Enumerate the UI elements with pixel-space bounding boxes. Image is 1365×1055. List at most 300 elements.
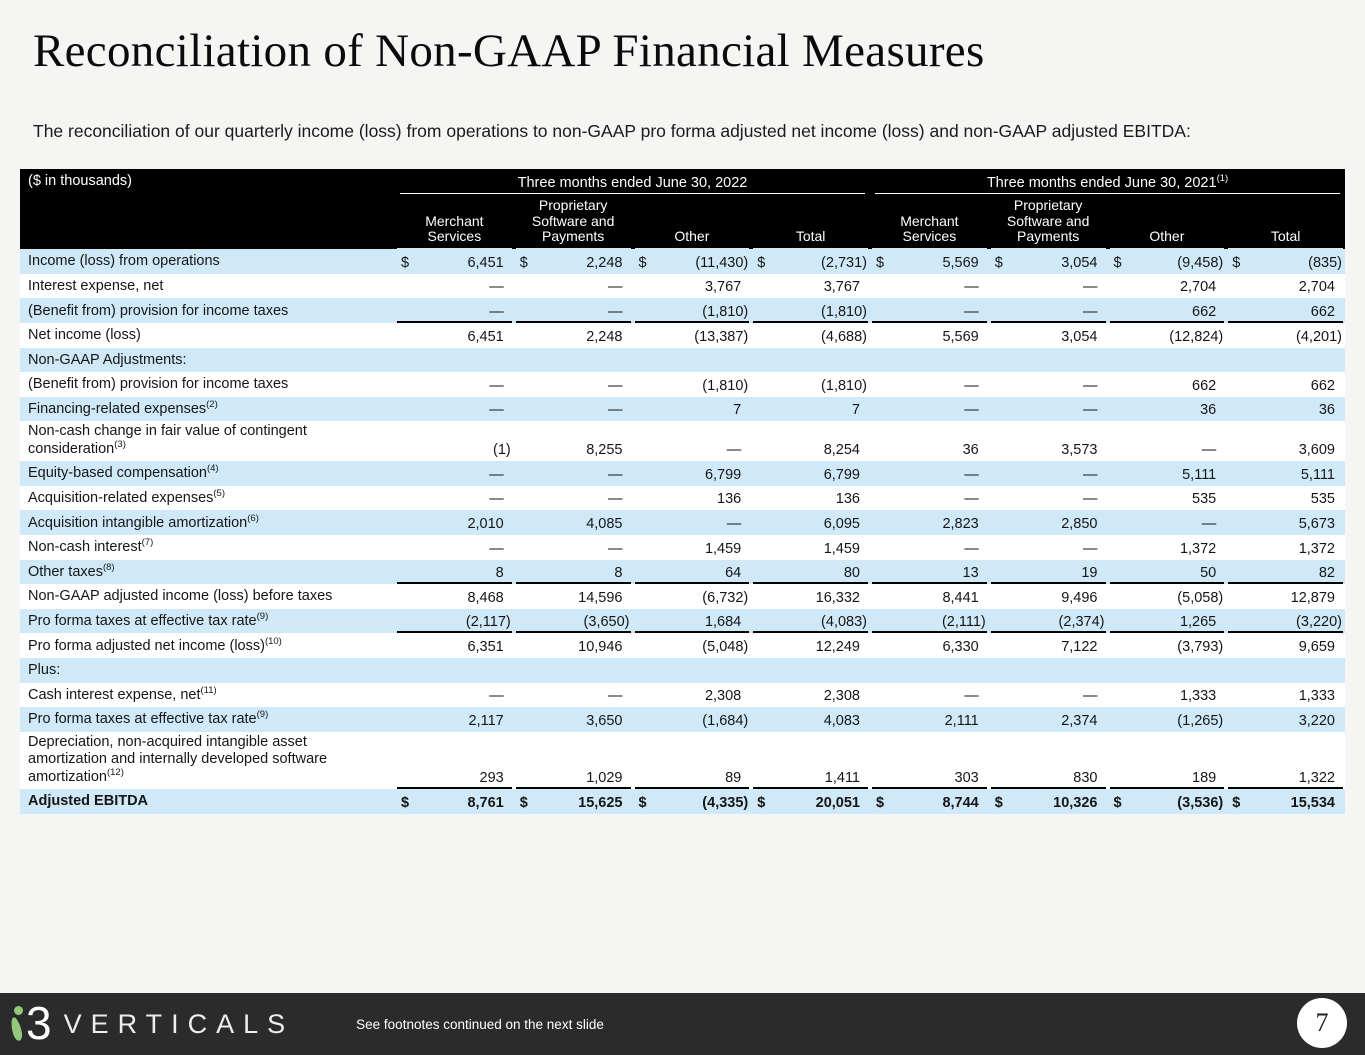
row-label: Income (loss) from operations — [28, 253, 220, 270]
cell-value: 13 — [962, 565, 979, 582]
cell-value: 1,322 — [1298, 769, 1335, 786]
cell-value: 2,111 — [944, 712, 979, 729]
table-header — [20, 169, 1345, 249]
table-row — [20, 461, 1345, 486]
cell-value: 8,441 — [942, 589, 979, 606]
value-cell — [397, 560, 512, 585]
value-cell — [872, 658, 987, 683]
cell-value: — — [726, 442, 742, 459]
row-label: Pro forma taxes at effective tax rate$^{(9)}$ — [28, 611, 269, 629]
cell-value: 3,573 — [1061, 442, 1098, 459]
cell-value: 662 — [1310, 377, 1335, 394]
row-label: (Benefit from) provision for income taxes — [28, 302, 289, 319]
cell-value: 2,308 — [704, 688, 742, 705]
cell-value: — — [1201, 515, 1217, 532]
value-cell — [753, 323, 868, 348]
value-cell — [1228, 609, 1343, 634]
cell-value: — — [608, 304, 623, 321]
cell-value: 3,054 — [1061, 328, 1098, 345]
value-cell — [872, 397, 987, 422]
cell-value: 6,095 — [823, 515, 860, 532]
value-cell — [397, 249, 512, 274]
cell-value: 6,451 — [467, 254, 504, 271]
cell-value: 136 — [717, 491, 742, 508]
value-cell — [516, 732, 631, 789]
value-cell — [516, 397, 631, 422]
row-label: Interest expense, net — [28, 278, 164, 295]
row-label: Plus: — [28, 662, 61, 679]
value-cell — [1228, 560, 1343, 585]
value-cell — [872, 274, 987, 299]
currency-symbol: $ — [994, 794, 1003, 811]
value-cell — [516, 298, 631, 323]
period-header: Three months ended June 30, 2022 — [400, 175, 865, 194]
value-cell — [1228, 510, 1343, 535]
value-cell — [397, 683, 512, 708]
column-header: Proprietary Software and Payments — [516, 198, 631, 249]
cell-value: — — [1083, 304, 1098, 321]
value-cell — [1228, 486, 1343, 511]
column-header: Merchant Services — [872, 214, 987, 250]
value-cell — [397, 397, 512, 422]
currency-symbol: $ — [401, 254, 410, 271]
cell-value: 303 — [954, 769, 979, 786]
value-cell — [872, 683, 987, 708]
value-cell — [516, 274, 631, 299]
value-cell — [1228, 732, 1343, 789]
value-cell — [753, 348, 868, 373]
cell-value: (6,732) — [702, 589, 749, 606]
value-cell — [991, 584, 1106, 609]
value-cell — [991, 397, 1106, 422]
cell-value: 8 — [495, 565, 504, 582]
cell-value: 535 — [1310, 491, 1335, 508]
page-number-badge: 7 — [1297, 998, 1347, 1048]
value-cell — [872, 633, 987, 658]
logo-numeral: 3 — [26, 997, 52, 1050]
cell-value: (1,684) — [702, 712, 749, 729]
value-cell — [635, 683, 750, 708]
value-cell — [635, 323, 750, 348]
value-cell — [635, 461, 750, 486]
currency-symbol: $ — [519, 794, 528, 811]
cell-value: — — [608, 491, 623, 508]
value-cell — [635, 535, 750, 560]
value-cell — [635, 584, 750, 609]
cell-value: (2,117) — [465, 614, 511, 631]
cell-value: (9,458) — [1177, 254, 1224, 271]
page-title: Reconciliation of Non-GAAP Financial Measures — [33, 25, 985, 77]
footer-note: See footnotes continued on the next slide — [356, 1016, 604, 1032]
value-cell — [991, 707, 1106, 732]
value-cell — [635, 421, 750, 461]
period-header: Three months ended June 30, 2021$^{(1)}$ — [875, 175, 1340, 194]
value-cell — [991, 461, 1106, 486]
cell-value: — — [1083, 491, 1098, 508]
cell-value: 6,799 — [704, 466, 742, 483]
value-cell — [1110, 298, 1225, 323]
currency-symbol: $ — [757, 254, 766, 271]
value-cell — [753, 633, 868, 658]
value-cell — [1228, 372, 1343, 397]
value-cell — [635, 372, 750, 397]
currency-symbol: $ — [1113, 794, 1122, 811]
cell-value: (2,731) — [821, 254, 867, 271]
value-cell — [635, 707, 750, 732]
value-cell — [1110, 789, 1225, 814]
cell-value: 16,332 — [815, 589, 860, 606]
row-label: Cash interest expense, net$^{(11)}$ — [28, 684, 217, 703]
column-header: Proprietary Software and Payments — [991, 198, 1106, 249]
value-cell — [1228, 397, 1343, 422]
cell-value: 2,374 — [1061, 712, 1098, 729]
value-cell — [753, 683, 868, 708]
cell-value: 12,879 — [1290, 589, 1335, 606]
table-row — [20, 789, 1345, 814]
cell-value: 3,220 — [1298, 712, 1335, 729]
value-cell — [1110, 658, 1225, 683]
cell-value: — — [489, 304, 504, 321]
value-cell — [1110, 372, 1225, 397]
table-row — [20, 584, 1345, 609]
value-cell — [397, 421, 512, 461]
cell-value: 3,650 — [586, 712, 623, 729]
column-header: Total — [753, 229, 868, 249]
currency-symbol: $ — [757, 794, 766, 811]
value-cell — [516, 421, 631, 461]
cell-value: 3,054 — [1061, 254, 1098, 271]
cell-value: (2,111) — [941, 614, 986, 631]
value-cell — [397, 732, 512, 789]
cell-value: 6,351 — [467, 638, 504, 655]
value-cell — [635, 789, 750, 814]
column-header-row — [20, 194, 1345, 249]
cell-value: 36 — [1200, 402, 1217, 419]
cell-value: 662 — [1192, 304, 1217, 321]
cell-value: — — [489, 402, 504, 419]
cell-value: — — [1083, 279, 1098, 296]
value-cell — [991, 609, 1106, 634]
value-cell — [872, 707, 987, 732]
cell-value: (4,335) — [702, 794, 749, 811]
value-cell — [872, 732, 987, 789]
cell-value: (12,824) — [1169, 328, 1224, 345]
cell-value: — — [964, 688, 979, 705]
cell-value: 1,372 — [1298, 540, 1335, 557]
cell-value: 5,111 — [1300, 466, 1335, 483]
value-cell — [397, 486, 512, 511]
cell-value: 19 — [1081, 565, 1098, 582]
cell-value: — — [489, 466, 504, 483]
cell-value: 8,468 — [467, 589, 504, 606]
value-cell — [753, 274, 868, 299]
value-cell — [753, 584, 868, 609]
cell-value: 8,255 — [586, 442, 623, 459]
cell-value: 8 — [614, 565, 623, 582]
currency-symbol: $ — [401, 794, 410, 811]
cell-value: (4,688) — [821, 328, 867, 345]
value-cell — [753, 732, 868, 789]
value-cell — [1228, 658, 1343, 683]
reconciliation-table — [20, 169, 1345, 813]
value-cell — [872, 486, 987, 511]
value-cell — [872, 372, 987, 397]
value-cell — [397, 707, 512, 732]
cell-value: 9,659 — [1298, 638, 1335, 655]
value-cell — [991, 348, 1106, 373]
cell-value: 662 — [1192, 377, 1217, 394]
table-row — [20, 421, 1345, 461]
cell-value: — — [1083, 688, 1098, 705]
value-cell — [635, 486, 750, 511]
table-row — [20, 397, 1345, 422]
row-label: Non-cash interest$^{(7)}$ — [28, 537, 154, 556]
value-cell — [1228, 298, 1343, 323]
cell-value: — — [489, 491, 504, 508]
cell-value: 4,085 — [586, 515, 623, 532]
value-cell — [991, 732, 1106, 789]
cell-value: (3,536) — [1177, 794, 1224, 811]
cell-value: (1,810) — [821, 377, 867, 394]
cell-value: — — [1201, 442, 1217, 459]
table-row — [20, 535, 1345, 560]
cell-value: 1,411 — [824, 769, 860, 786]
cell-value: 1,684 — [704, 614, 742, 631]
value-cell — [991, 789, 1106, 814]
cell-value: 1,333 — [1298, 688, 1335, 705]
cell-value: 2,704 — [1298, 279, 1335, 296]
cell-value: 64 — [725, 565, 742, 582]
cell-value: 1,459 — [704, 540, 742, 557]
value-cell — [872, 535, 987, 560]
cell-value: — — [964, 279, 979, 296]
value-cell — [1228, 348, 1343, 373]
cell-value: 3,609 — [1298, 442, 1335, 459]
currency-symbol: $ — [1232, 794, 1241, 811]
cell-value: 189 — [1192, 769, 1217, 786]
row-label: Adjusted EBITDA — [28, 793, 149, 810]
table-row — [20, 298, 1345, 323]
value-cell — [991, 658, 1106, 683]
currency-symbol: $ — [1113, 254, 1122, 271]
value-cell — [516, 789, 631, 814]
value-cell — [397, 461, 512, 486]
value-cell — [753, 535, 868, 560]
cell-value: — — [489, 688, 504, 705]
cell-value: 50 — [1200, 565, 1217, 582]
table-row — [20, 348, 1345, 373]
cell-value: — — [1083, 377, 1098, 394]
cell-value: 15,534 — [1290, 794, 1335, 811]
value-cell — [397, 510, 512, 535]
value-cell — [1110, 683, 1225, 708]
table-row — [20, 633, 1345, 658]
value-cell — [516, 535, 631, 560]
value-cell — [872, 348, 987, 373]
value-cell — [1110, 249, 1225, 274]
value-cell — [1110, 510, 1225, 535]
cell-value: (1,810) — [702, 377, 749, 394]
cell-value: — — [964, 402, 979, 419]
cell-value: 8,254 — [823, 442, 860, 459]
value-cell — [397, 535, 512, 560]
value-cell — [753, 397, 868, 422]
value-cell — [753, 707, 868, 732]
value-cell — [635, 658, 750, 683]
value-cell — [516, 323, 631, 348]
value-cell — [991, 535, 1106, 560]
footer-bar — [0, 993, 1365, 1055]
value-cell — [397, 323, 512, 348]
cell-value: 7 — [733, 402, 742, 419]
column-header: Other — [1110, 229, 1225, 249]
cell-value: 9,496 — [1061, 589, 1098, 606]
cell-value: 2,704 — [1179, 279, 1217, 296]
i3-verticals-logo-icon — [12, 1003, 27, 1045]
cell-value: (3,650) — [583, 614, 630, 631]
value-cell — [1110, 535, 1225, 560]
value-cell — [753, 560, 868, 585]
cell-value: 8,761 — [467, 794, 504, 811]
cell-value: 82 — [1318, 565, 1335, 582]
cell-value: 20,051 — [815, 794, 860, 811]
row-label: Non-cash change in fair value of contingent consideration$^{(3)}$ — [28, 423, 307, 457]
cell-value: 136 — [835, 491, 860, 508]
value-cell — [872, 560, 987, 585]
cell-value: 3,767 — [823, 279, 860, 296]
value-cell — [635, 249, 750, 274]
value-cell — [991, 421, 1106, 461]
table-row — [20, 486, 1345, 511]
currency-symbol: $ — [638, 794, 647, 811]
cell-value: 293 — [479, 769, 504, 786]
cell-value: — — [608, 688, 623, 705]
cell-value: — — [608, 540, 623, 557]
cell-value: 2,823 — [942, 515, 979, 532]
cell-value: 80 — [843, 565, 860, 582]
value-cell — [991, 274, 1106, 299]
value-cell — [1110, 397, 1225, 422]
value-cell — [516, 609, 631, 634]
value-cell — [1228, 461, 1343, 486]
row-label: Depreciation, non-acquired intangible asset amortization and internally developed software amortization$^{(12)}$ — [28, 733, 328, 785]
cell-value: 2,308 — [823, 688, 860, 705]
value-cell — [516, 683, 631, 708]
value-cell — [516, 348, 631, 373]
cell-value: 2,248 — [586, 328, 623, 345]
cell-value: 2,117 — [468, 712, 504, 729]
cell-value: 89 — [725, 769, 742, 786]
value-cell — [1228, 789, 1343, 814]
cell-value: 4,083 — [823, 712, 860, 729]
currency-symbol: $ — [1232, 254, 1241, 271]
column-header: Other — [635, 229, 750, 249]
row-label: Acquisition intangible amortization$^{(6)}$ — [28, 512, 259, 531]
value-cell — [516, 584, 631, 609]
table-row — [20, 274, 1345, 299]
value-cell — [1228, 707, 1343, 732]
row-label: (Benefit from) provision for income taxes — [28, 376, 289, 393]
table-row — [20, 323, 1345, 348]
cell-value: 1,265 — [1179, 614, 1217, 631]
value-cell — [1228, 633, 1343, 658]
cell-value: (2,374) — [1058, 614, 1105, 631]
value-cell — [516, 707, 631, 732]
cell-value: 7 — [851, 402, 860, 419]
row-label: Non-GAAP Adjustments: — [28, 351, 187, 368]
cell-value: — — [964, 304, 979, 321]
column-header: Merchant Services — [397, 214, 512, 250]
cell-value: 2,850 — [1061, 515, 1098, 532]
row-label: Equity-based compensation$^{(4)}$ — [28, 463, 219, 482]
cell-value: 5,673 — [1298, 515, 1335, 532]
value-cell — [1228, 584, 1343, 609]
cell-value: — — [608, 466, 623, 483]
cell-value: — — [1083, 402, 1098, 419]
table-row — [20, 707, 1345, 732]
table-row — [20, 683, 1345, 708]
value-cell — [397, 584, 512, 609]
cell-value: — — [608, 377, 623, 394]
table-row — [20, 372, 1345, 397]
table-row — [20, 560, 1345, 585]
logo-wordmark: VERTICALS — [63, 1008, 295, 1039]
cell-value: 662 — [1310, 304, 1335, 321]
value-cell — [991, 298, 1106, 323]
cell-value: — — [608, 402, 623, 419]
row-label: Other taxes$^{(8)}$ — [28, 561, 115, 580]
cell-value: 6,330 — [942, 638, 979, 655]
cell-value: (1,265) — [1177, 712, 1224, 729]
cell-value: — — [964, 377, 979, 394]
row-label: Financing-related expenses$^{(2)}$ — [28, 399, 218, 418]
value-cell — [1110, 323, 1225, 348]
cell-value: — — [489, 377, 504, 394]
value-cell — [872, 510, 987, 535]
value-cell — [1228, 249, 1343, 274]
cell-value: (1) — [493, 442, 511, 459]
value-cell — [1110, 421, 1225, 461]
cell-value: — — [489, 279, 504, 296]
value-cell — [753, 609, 868, 634]
value-cell — [991, 249, 1106, 274]
value-cell — [753, 486, 868, 511]
currency-symbol: $ — [876, 254, 885, 271]
value-cell — [1228, 421, 1343, 461]
value-cell — [635, 510, 750, 535]
value-cell — [1110, 486, 1225, 511]
value-cell — [991, 323, 1106, 348]
currency-symbol: $ — [876, 794, 885, 811]
value-cell — [1110, 633, 1225, 658]
company-logo — [12, 997, 295, 1050]
value-cell — [1110, 707, 1225, 732]
value-cell — [991, 683, 1106, 708]
value-cell — [991, 633, 1106, 658]
row-label: Net income (loss) — [28, 327, 141, 344]
cell-value: 535 — [1192, 491, 1217, 508]
cell-value: 5,569 — [942, 254, 979, 271]
value-cell — [397, 633, 512, 658]
period-header-row — [20, 169, 1345, 194]
value-cell — [872, 249, 987, 274]
value-cell — [1228, 683, 1343, 708]
column-header: Total — [1228, 229, 1343, 249]
value-cell — [635, 348, 750, 373]
cell-value: — — [489, 540, 504, 557]
cell-value: (4,201) — [1296, 328, 1342, 345]
value-cell — [1228, 535, 1343, 560]
